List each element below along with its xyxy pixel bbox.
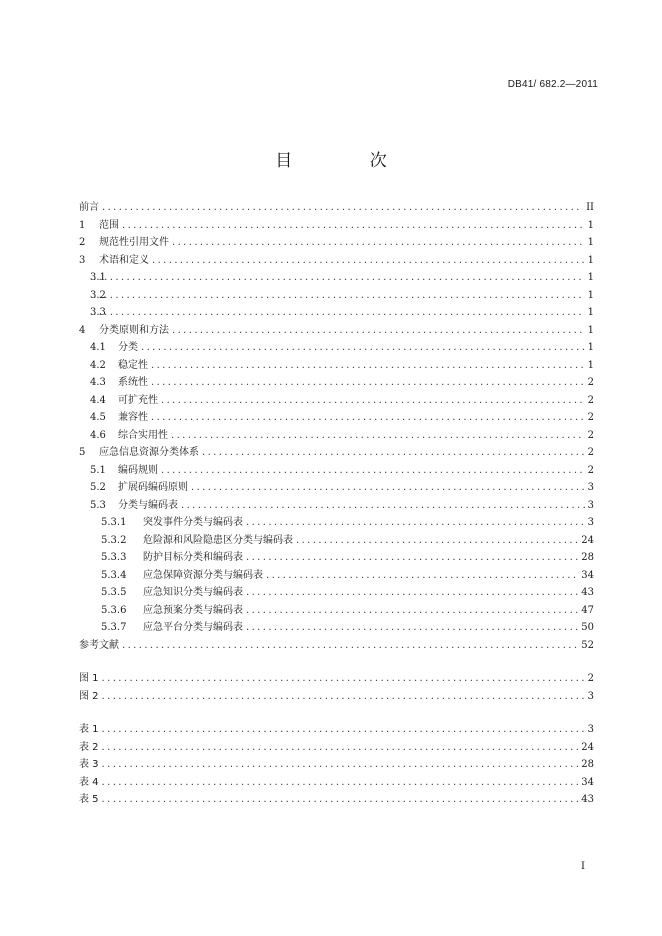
toc-entry[interactable] (79, 357, 594, 375)
dot-leader (93, 304, 585, 322)
standard-code: DB41/ 682.2—2011 (507, 79, 598, 90)
toc-entry-page: 43 (581, 794, 594, 805)
toc-entry-page: 1 (587, 254, 594, 266)
toc-entry[interactable] (79, 567, 594, 585)
dot-leader (151, 357, 585, 375)
toc-entry-page: 34 (581, 776, 594, 788)
toc-entry[interactable]: 3.1 ..... 1 (79, 269, 594, 287)
table-of-contents (79, 199, 594, 809)
toc-entry-page: 52 (581, 639, 594, 651)
dot-leader (172, 234, 585, 252)
toc-entry-label: 范围 (99, 219, 119, 231)
toc-entry-page: 1 (587, 237, 594, 248)
toc-entry-label: 表 1 (79, 724, 99, 735)
toc-entry-number: 3 (79, 254, 86, 266)
toc-entry[interactable] (79, 339, 594, 357)
toc-entry-label: 分类与编码表 (118, 499, 178, 511)
toc-entry-number: 5.1 (90, 464, 106, 476)
dot-leader (141, 339, 585, 357)
toc-entry-label: 应急信息资源分类体系 (99, 447, 199, 458)
toc-entry-page: 50 (581, 622, 594, 633)
toc-entry-page: 1 (587, 272, 594, 283)
dot-leader (102, 739, 579, 757)
toc-entry[interactable] (79, 427, 594, 445)
toc-entry-label: 规范性引用文件 (99, 237, 169, 248)
toc-entry[interactable] (79, 514, 594, 532)
toc-entry-number: 4.4 (90, 394, 106, 406)
dot-leader (102, 199, 583, 217)
toc-entry-page: 1 (587, 324, 594, 336)
toc-entry-number: 4.1 (90, 342, 106, 353)
toc-entry-page: 2 (587, 673, 594, 684)
dot-leader (102, 721, 585, 739)
dot-leader (102, 774, 579, 792)
toc-entry-number: 5.3 (90, 499, 106, 511)
toc-entry-number: 5.3.2 (101, 534, 127, 546)
toc-entry[interactable] (79, 774, 594, 792)
toc-entry-number: 5.3.5 (101, 587, 127, 598)
toc-entry-label: 前言 (79, 202, 99, 213)
toc-entry-page: 24 (581, 741, 594, 753)
toc-entry-page: 2 (587, 412, 594, 423)
toc-entry-label: 应急预案分类与编码表 (143, 604, 243, 616)
toc-entry[interactable] (79, 619, 594, 637)
toc-entry-number: 4 (79, 324, 86, 336)
toc-entry-number: 4.5 (90, 412, 106, 423)
toc-entry-number: 5 (79, 447, 86, 458)
toc-entry-page: 1 (587, 307, 594, 318)
toc-entry-number: 5.3.3 (101, 552, 127, 563)
toc-entry-label: 表 3 (79, 759, 99, 770)
toc-entry-page: 1 (587, 359, 594, 371)
toc-entry-page: 1 (587, 219, 594, 231)
toc-entry-page: 43 (581, 587, 594, 598)
toc-entry-label: 术语和定义 (99, 254, 149, 266)
toc-entry-label: 参考文献 (79, 639, 119, 651)
toc-entry-label: 稳定性 (118, 359, 148, 371)
toc-entry-label: 可扩充性 (118, 394, 158, 406)
dot-leader (296, 532, 578, 550)
dot-leader (93, 287, 585, 305)
toc-entry[interactable] (79, 234, 594, 252)
toc-entry-number: 1 (79, 219, 86, 231)
toc-entry-label: 应急平台分类与编码表 (143, 622, 243, 633)
dot-leader (152, 252, 585, 270)
dot-leader (151, 409, 585, 427)
toc-entry-label: 应急保障资源分类与编码表 (143, 569, 263, 581)
toc-entry[interactable] (79, 462, 594, 480)
page-title: 目 次 (275, 151, 423, 171)
toc-entry-number: 2 (79, 237, 86, 248)
toc-entry-page: 3 (587, 482, 594, 493)
toc-entry[interactable] (79, 721, 594, 739)
toc-entry[interactable] (79, 409, 594, 427)
toc-entry[interactable] (79, 479, 594, 497)
dot-leader (202, 444, 585, 462)
dot-leader (191, 479, 585, 497)
toc-entry-label: 表 4 (79, 776, 99, 788)
toc-entry-number: 5.3.6 (101, 604, 127, 616)
toc-entry-label: 分类原则和方法 (99, 324, 169, 336)
toc-entry[interactable] (79, 584, 594, 602)
page-number: I (581, 861, 585, 872)
toc-entry-page: 24 (581, 534, 594, 546)
dot-leader (266, 567, 578, 585)
dot-leader (246, 602, 578, 620)
toc-entry-label: 危险源和风险隐患区分类与编码表 (143, 534, 293, 546)
toc-entry-number: 4.2 (90, 359, 106, 371)
toc-entry-label: 系统性 (118, 377, 148, 388)
toc-entry-number: 5.2 (90, 482, 106, 493)
toc-entry-label: 兼容性 (118, 412, 148, 423)
dot-leader (122, 217, 585, 235)
dot-leader (246, 619, 578, 637)
toc-entry-page: 3 (587, 690, 594, 702)
toc-entry-label: 图 2 (79, 690, 99, 702)
toc-entry-page: 34 (581, 569, 594, 581)
toc-entry-label: 编码规则 (118, 464, 158, 476)
section-gap (79, 705, 594, 721)
toc-entry-page: 2 (587, 377, 594, 388)
toc-entry-label: 图 1 (79, 673, 99, 684)
toc-entry-label: 扩展码编码原则 (118, 482, 188, 493)
toc-entry[interactable] (79, 602, 594, 620)
toc-entry-label: 表 2 (79, 741, 99, 753)
dot-leader (161, 462, 585, 480)
toc-entry-number: 5.3.1 (101, 517, 127, 528)
toc-entry-page: 3 (587, 517, 594, 528)
toc-entry-number: 4.3 (90, 377, 106, 388)
toc-entry-page: 3 (587, 724, 594, 735)
toc-entry[interactable] (79, 322, 594, 340)
toc-entry-number: 5.3.7 (101, 622, 127, 633)
dot-leader (151, 374, 585, 392)
toc-entry[interactable] (79, 549, 594, 567)
toc-entry[interactable] (79, 739, 594, 757)
toc-entry-label: 防护目标分类和编码表 (143, 552, 243, 563)
dot-leader (102, 791, 579, 809)
toc-entry-page: 3 (587, 499, 594, 511)
toc-entry-number: 5.3.4 (101, 569, 127, 581)
toc-entry-page: 1 (587, 342, 594, 353)
toc-entry[interactable] (79, 637, 594, 655)
toc-entry-page: 1 (587, 289, 594, 301)
toc-entry[interactable]: 3.2 ..... 1 (79, 287, 594, 305)
dot-leader (122, 637, 578, 655)
toc-entry[interactable] (79, 444, 594, 462)
toc-entry[interactable] (79, 688, 594, 706)
toc-entry[interactable] (79, 532, 594, 550)
toc-entry[interactable] (79, 374, 594, 392)
dot-leader (102, 756, 579, 774)
toc-entry[interactable] (79, 497, 594, 515)
dot-leader (93, 269, 585, 287)
dot-leader (181, 497, 585, 515)
toc-entry-label: 应急知识分类与编码表 (143, 587, 243, 598)
toc-entry[interactable] (79, 670, 594, 688)
toc-entry-page: 2 (587, 464, 594, 476)
toc-entry[interactable] (79, 791, 594, 809)
toc-entry-label: 综合实用性 (118, 429, 168, 441)
toc-entry[interactable] (79, 199, 594, 217)
toc-entry-label: 分类 (118, 342, 138, 353)
toc-entry-page: 2 (587, 394, 594, 406)
dot-leader (102, 688, 585, 706)
toc-entry[interactable] (79, 392, 594, 410)
section-gap (79, 654, 594, 670)
toc-entry-page: 2 (587, 429, 594, 441)
dot-leader (102, 670, 585, 688)
toc-entry-page: 28 (581, 759, 594, 770)
toc-entry-label: 表 5 (79, 794, 99, 805)
toc-entry-page: 2 (587, 447, 594, 458)
toc-entry-number: 4.6 (90, 429, 106, 441)
toc-entry[interactable]: 3.3 ..... 1 (79, 304, 594, 322)
dot-leader (171, 427, 585, 445)
dot-leader (172, 322, 585, 340)
toc-entry[interactable] (79, 252, 594, 270)
dot-leader (246, 514, 585, 532)
toc-entry[interactable] (79, 756, 594, 774)
toc-entry[interactable] (79, 217, 594, 235)
dot-leader (161, 392, 585, 410)
dot-leader (246, 549, 578, 567)
toc-entry-page: 47 (581, 604, 594, 616)
toc-entry-page: 28 (581, 552, 594, 563)
toc-entry-page: II (586, 202, 594, 213)
dot-leader (246, 584, 578, 602)
toc-entry-label: 突发事件分类与编码表 (143, 517, 243, 528)
